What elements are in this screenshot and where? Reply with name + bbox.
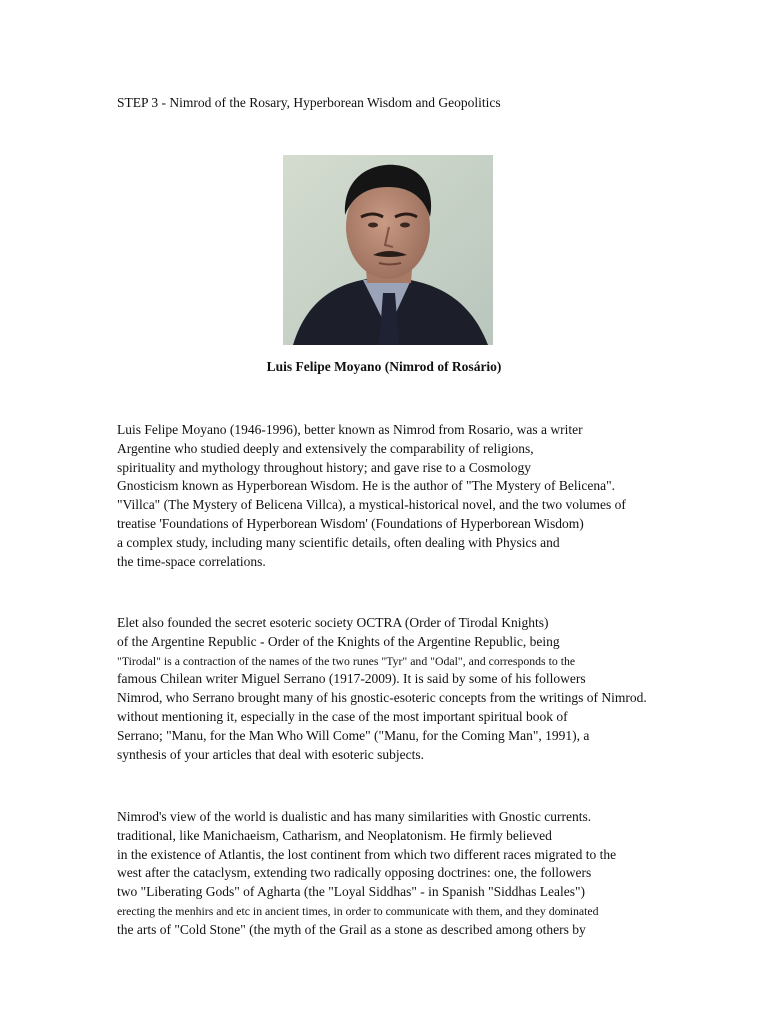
text-line: in the existence of Atlantis, the lost continent from which two different races migrated to the bbox=[117, 846, 617, 862]
text-line: erecting the menhirs and etc in ancient times, in order to communicate with them, and they dominated bbox=[117, 903, 599, 918]
text-line: "Villca" (The Mystery of Belicena Villca), a mystical-historical novel, and the two volumes of bbox=[117, 497, 626, 513]
text-line: Argentine who studied deeply and extensively the comparability of religions, bbox=[117, 440, 534, 456]
text-line: Nimrod, who Serrano brought many of his gnostic-esoteric concepts from the writings of Nimrod. bbox=[117, 690, 647, 706]
text-line: the arts of "Cold Stone" (the myth of the Grail as a stone as described among others by bbox=[117, 921, 586, 937]
text-line: of the Argentine Republic - Order of the Knights of the Argentine Republic, being bbox=[117, 633, 560, 649]
text-line: spirituality and mythology throughout history; and gave rise to a Cosmology bbox=[117, 459, 531, 475]
text-line: Serrano; "Manu, for the Man Who Will Come" ("Manu, for the Coming Man", 1991), a bbox=[117, 727, 590, 743]
text-line: Luis Felipe Moyano (1946-1996), better known as Nimrod from Rosario, was a writer bbox=[117, 422, 583, 437]
text-line: traditional, like Manichaeism, Catharism, and Neoplatonism. He firmly believed bbox=[117, 827, 552, 843]
text-line: Elet also founded the secret esoteric society OCTRA (Order of Tirodal Knights) bbox=[117, 615, 549, 630]
text-line: without mentioning it, especially in the case of the most important spiritual book of bbox=[117, 708, 568, 724]
text-line: synthesis of your articles that deal with esoteric subjects. bbox=[117, 746, 425, 762]
text-line: Gnosticism known as Hyperborean Wisdom. He is the author of "The Mystery of Belicena". bbox=[117, 478, 615, 494]
text-line: Nimrod's view of the world is dualistic and has many similarities with Gnostic currents. bbox=[117, 809, 592, 824]
text-line: west after the cataclysm, extending two radically opposing doctrines: one, the followers bbox=[117, 865, 592, 881]
text-line: the time-space correlations. bbox=[117, 553, 266, 569]
text-line: a complex study, including many scientific details, often dealing with Physics and bbox=[117, 534, 560, 550]
text-line: treatise 'Foundations of Hyperborean Wisdom' (Foundations of Hyperborean Wisdom) bbox=[117, 515, 584, 531]
portrait-photo bbox=[283, 155, 493, 345]
page-title: STEP 3 - Nimrod of the Rosary, Hyperborean Wisdom and Geopolitics bbox=[117, 95, 501, 110]
paragraph-1 bbox=[117, 421, 757, 571]
text-line: famous Chilean writer Miguel Serrano (1917-2009). It is said by some of his followers bbox=[117, 671, 586, 687]
text-line: two "Liberating Gods" of Agharta (the "Loyal Siddhas" - in Spanish "Siddhas Leales") bbox=[117, 884, 585, 900]
text-line: "Tirodal" is a contraction of the names of the two runes "Tyr" and "Odal", and corresponds to the bbox=[117, 653, 576, 668]
paragraph-2 bbox=[117, 614, 757, 764]
paragraph-3 bbox=[117, 808, 757, 940]
photo-caption: Luis Felipe Moyano (Nimrod of Rosário) bbox=[266, 359, 502, 374]
